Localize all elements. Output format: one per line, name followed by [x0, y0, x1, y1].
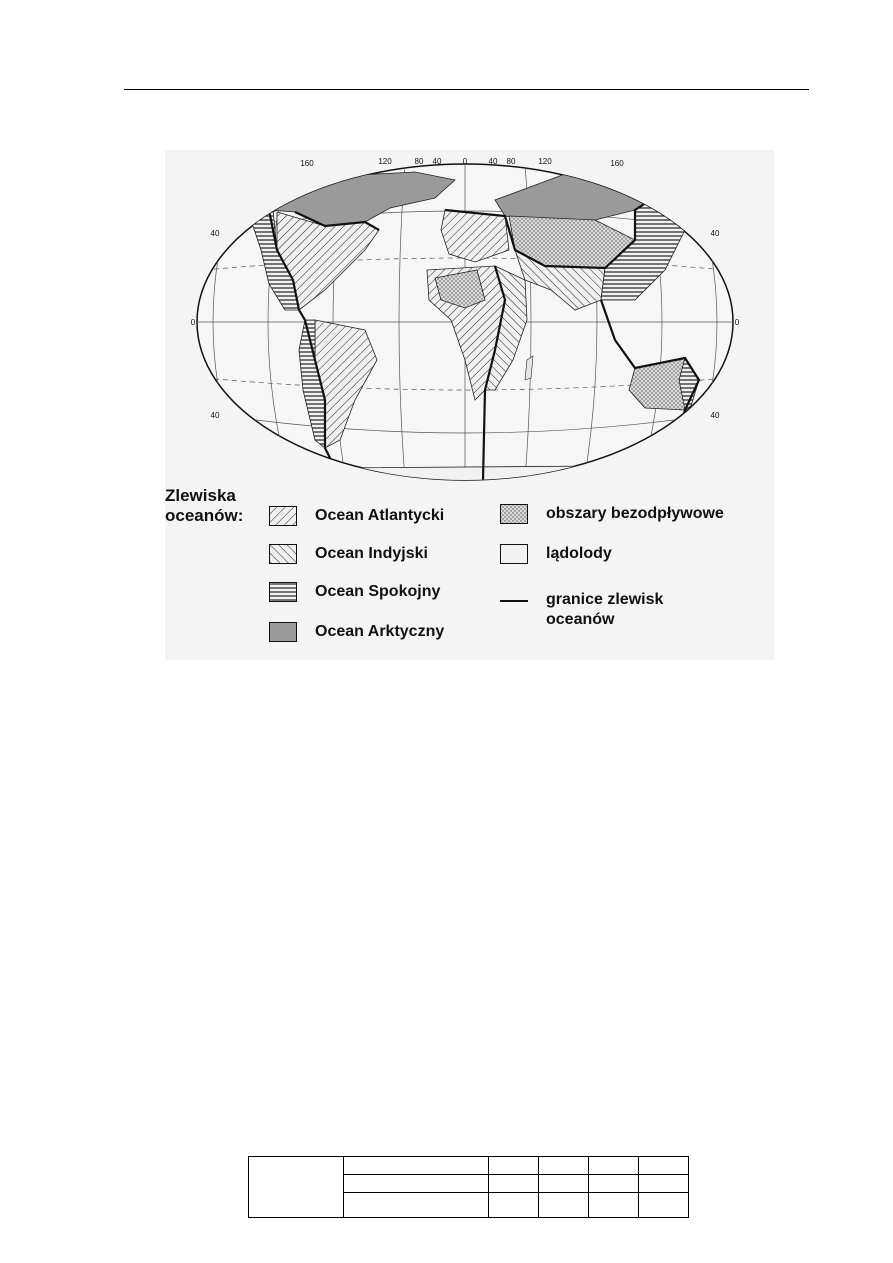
lon-label: 160	[610, 159, 624, 168]
ice-sheet-swatch	[500, 544, 528, 564]
world-map	[165, 150, 774, 485]
lon-label: 0	[462, 157, 468, 166]
score-table	[248, 1156, 689, 1218]
score-cell	[539, 1193, 589, 1218]
watershed-map-figure	[165, 150, 774, 660]
arctic-solid-swatch	[269, 622, 297, 642]
score-cell	[639, 1157, 689, 1175]
score-cell	[589, 1157, 639, 1175]
score-cell	[344, 1175, 489, 1193]
lon-label: 80	[414, 157, 424, 166]
score-cell	[344, 1157, 489, 1175]
map-legend: Zlewiska oceanów: Ocean Atlantycki Ocean Indyjski Ocean Spokojny Ocean Arktyczny obszary bezodpływowe lądolody granice zlewisk oceanów	[165, 486, 724, 640]
lon-label: 80	[506, 157, 516, 166]
score-cell	[489, 1193, 539, 1218]
lon-label: 40	[488, 157, 498, 166]
score-cell	[639, 1193, 689, 1218]
indian-hatch-swatch	[269, 544, 297, 564]
lat-label: 40	[710, 229, 720, 238]
header-rule	[124, 89, 809, 90]
lat-label: 40	[210, 229, 220, 238]
endorheic-dot-swatch	[500, 504, 528, 524]
score-cell	[589, 1193, 639, 1218]
score-cell	[489, 1157, 539, 1175]
lat-label: 0	[734, 318, 740, 327]
pacific-lines-swatch	[269, 582, 297, 602]
lon-label: 40	[432, 157, 442, 166]
lon-label: 160	[300, 159, 314, 168]
score-cell	[539, 1175, 589, 1193]
lat-label: 40	[210, 411, 220, 420]
boundary-line-swatch	[500, 600, 528, 602]
legend-title: Zlewiska oceanów:	[165, 486, 244, 525]
score-cell	[344, 1193, 489, 1218]
score-cell	[489, 1175, 539, 1193]
lat-label: 40	[710, 411, 720, 420]
score-cell	[539, 1157, 589, 1175]
score-cell	[589, 1175, 639, 1193]
lat-label: 0	[190, 318, 196, 327]
score-cell	[639, 1175, 689, 1193]
score-cell	[249, 1157, 344, 1218]
lon-label: 120	[538, 157, 552, 166]
atlantic-hatch-swatch	[269, 506, 297, 526]
lon-label: 120	[378, 157, 392, 166]
